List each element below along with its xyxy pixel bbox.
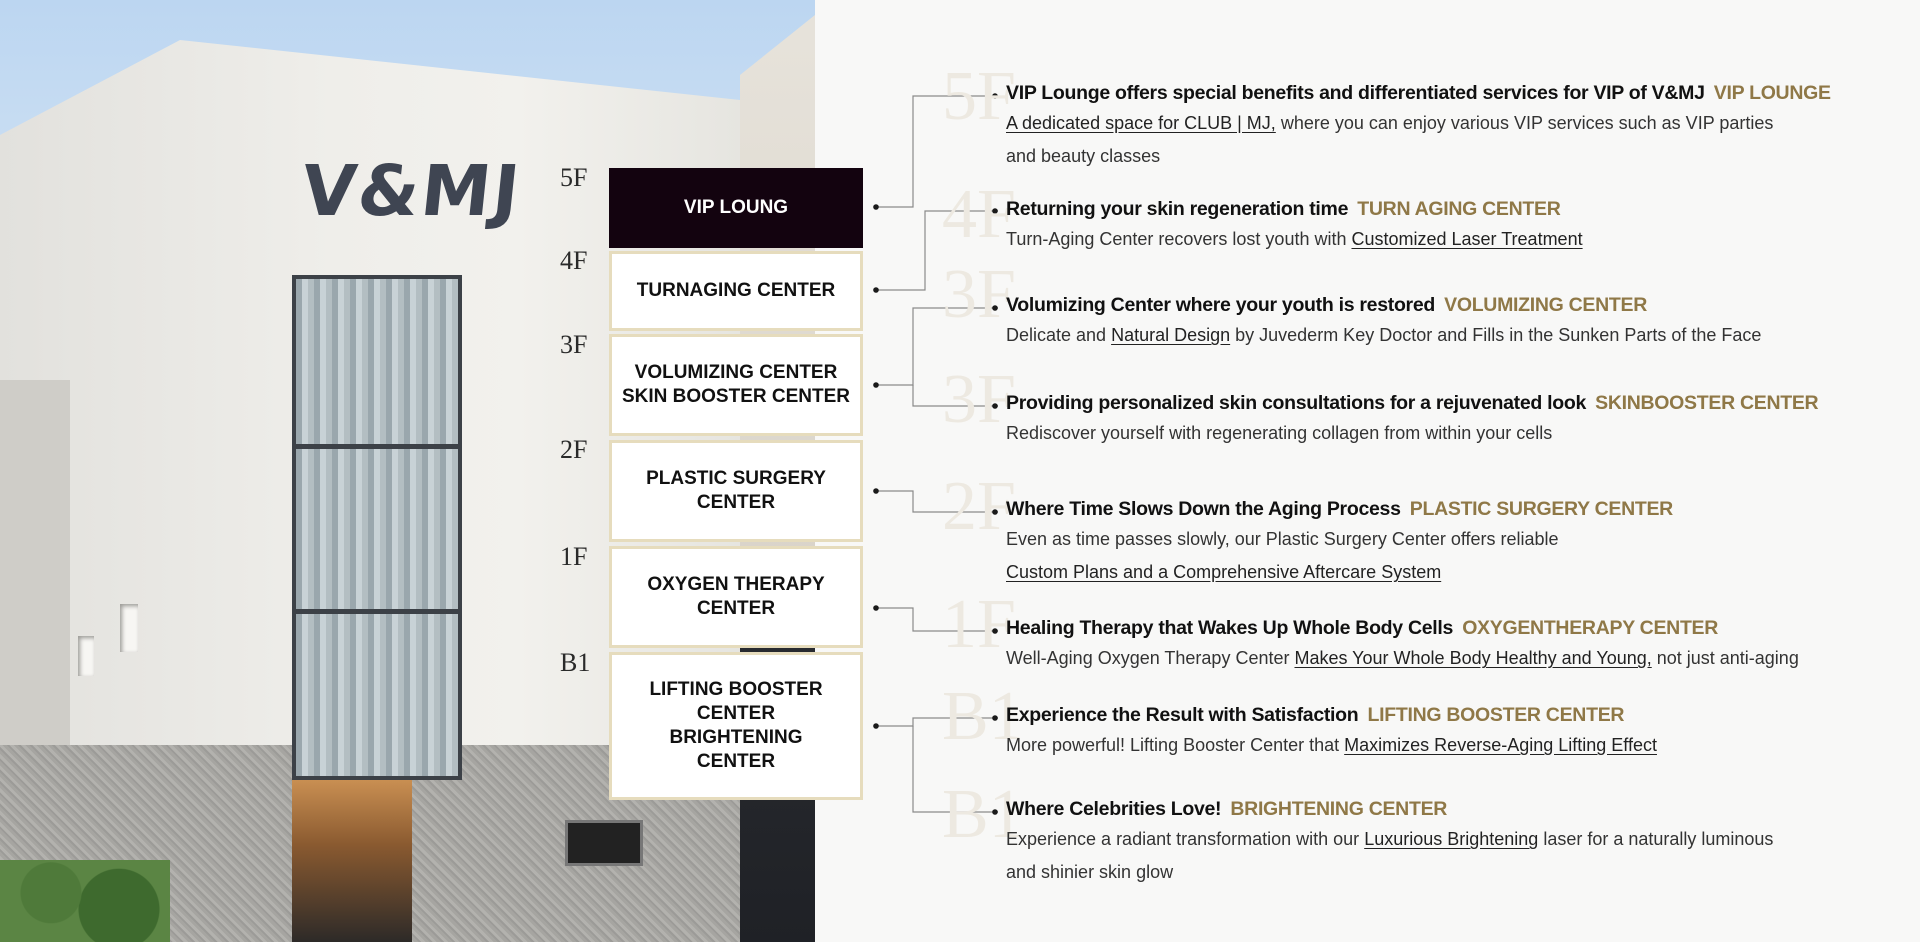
- headline-text: Volumizing Center where your youth is restored: [1006, 294, 1435, 316]
- entry-headline: [1006, 294, 1886, 317]
- ghost-floor-label: 1F: [942, 586, 1016, 663]
- floor-button-label: LIFTING BOOSTER CENTER BRIGHTENING CENTER: [649, 679, 823, 772]
- floor-button-label: OXYGEN THERAPY CENTER: [647, 574, 825, 619]
- ghost-floor-label: B1: [942, 776, 1024, 853]
- floor-label: 4F: [560, 246, 588, 275]
- center-name: VOLUMIZING CENTER: [1444, 294, 1648, 316]
- center-name: TURN AGING CENTER: [1357, 198, 1561, 220]
- center-entry: [1006, 294, 1886, 352]
- center-name: OXYGENTHERAPY CENTER: [1462, 617, 1719, 639]
- headline-text: Providing personalized skin consultations for a rejuvenated look: [1006, 392, 1587, 414]
- description-text: Turn-Aging Center recovers lost youth with: [1006, 229, 1352, 249]
- headline-text: Where Time Slows Down the Aging Process: [1006, 498, 1401, 520]
- center-entry: [1006, 798, 1886, 889]
- entry-description: [1006, 319, 1886, 352]
- ghost-floor-label: 4F: [942, 176, 1016, 253]
- floor-button-label: TURNAGING CENTER: [636, 280, 836, 301]
- floor-label: 1F: [560, 542, 588, 571]
- center-entry: [1006, 392, 1886, 450]
- headline-text: Healing Therapy that Wakes Up Whole Body Cells: [1006, 617, 1454, 639]
- floor-button-label: VIP LOUNG: [683, 197, 789, 218]
- highlight-link[interactable]: Natural Design: [1111, 325, 1231, 345]
- floor-label: B1: [560, 648, 591, 677]
- entry-headline: [1006, 704, 1886, 727]
- center-name: SKINBOOSTER CENTER: [1595, 392, 1819, 414]
- ghost-floor-label: 3F: [942, 361, 1016, 438]
- description-text: Experience a radiant transformation with our: [1006, 829, 1365, 849]
- description-text: Well-Aging Oxygen Therapy Center: [1006, 648, 1295, 668]
- ghost-floor-label: B1: [942, 678, 1024, 755]
- description-text: by Juvederm Key Doctor and Fills in the Sunken Parts of the Face: [1230, 325, 1762, 345]
- entry-description: [1006, 729, 1886, 762]
- description-text: laser for a naturally luminous: [1538, 829, 1774, 849]
- entry-description: [1006, 823, 1886, 889]
- headline-text: Experience the Result with Satisfaction: [1006, 704, 1359, 726]
- description-text: and shinier skin glow: [1006, 862, 1174, 882]
- description-text: Even as time passes slowly, our Plastic Surgery Center offers reliable: [1006, 529, 1559, 549]
- entry-description: [1006, 642, 1886, 675]
- floor-label: 5F: [560, 163, 588, 192]
- entry-headline: [1006, 798, 1886, 821]
- headline-text: Returning your skin regeneration time: [1006, 198, 1349, 220]
- floor-label: 2F: [560, 435, 588, 464]
- center-entry: [1006, 498, 1886, 589]
- center-name: BRIGHTENING CENTER: [1230, 798, 1448, 820]
- highlight-link[interactable]: Maximizes Reverse-Aging Lifting Effect: [1344, 735, 1657, 755]
- entry-headline: [1006, 498, 1886, 521]
- description-text: Rediscover yourself with regenerating collagen from within your cells: [1006, 423, 1553, 443]
- ghost-floor-label: 2F: [942, 468, 1016, 545]
- floor-button-label: VOLUMIZING CENTER SKIN BOOSTER CENTER: [621, 362, 851, 407]
- entry-description: [1006, 523, 1886, 589]
- floor-button-label: PLASTIC SURGERY CENTER: [646, 468, 826, 513]
- highlight-link[interactable]: Luxurious Brightening: [1364, 829, 1539, 849]
- description-text: where you can enjoy various VIP services such as VIP parties: [1275, 113, 1774, 133]
- highlight-link[interactable]: Custom Plans and a Comprehensive Aftercare System: [1006, 562, 1442, 582]
- center-entry: [1006, 704, 1886, 762]
- ghost-floor-label: 3F: [942, 256, 1016, 333]
- description-text: More powerful! Lifting Booster Center that: [1006, 735, 1345, 755]
- entry-description: [1006, 223, 1886, 256]
- building-logo: V&MJ: [297, 150, 526, 232]
- entry-headline: [1006, 392, 1886, 415]
- description-text: and beauty classes: [1006, 146, 1161, 166]
- highlight-link[interactable]: Customized Laser Treatment: [1351, 229, 1583, 249]
- highlight-link[interactable]: Makes Your Whole Body Healthy and Young,: [1294, 648, 1652, 668]
- description-text: not just anti-aging: [1651, 648, 1799, 668]
- center-entry: [1006, 617, 1886, 675]
- highlight-link[interactable]: A dedicated space for CLUB | MJ,: [1006, 113, 1276, 133]
- entry-headline: [1006, 617, 1886, 640]
- headline-text: Where Celebrities Love!: [1006, 798, 1222, 820]
- center-entry: [1006, 198, 1886, 256]
- headline-text: VIP Lounge offers special benefits and differentiated services for VIP of V&MJ: [1006, 82, 1705, 104]
- center-name: PLASTIC SURGERY CENTER: [1409, 498, 1673, 520]
- center-name: VIP LOUNGE: [1713, 82, 1831, 104]
- floor-label: 3F: [560, 330, 588, 359]
- center-name: LIFTING BOOSTER CENTER: [1367, 704, 1625, 726]
- description-text: Delicate and: [1006, 325, 1112, 345]
- entry-headline: [1006, 198, 1886, 221]
- ghost-floor-label: 5F: [942, 58, 1016, 135]
- center-entry: [1006, 82, 1886, 173]
- entry-headline: [1006, 82, 1886, 105]
- entry-description: [1006, 417, 1886, 450]
- entry-description: [1006, 107, 1886, 173]
